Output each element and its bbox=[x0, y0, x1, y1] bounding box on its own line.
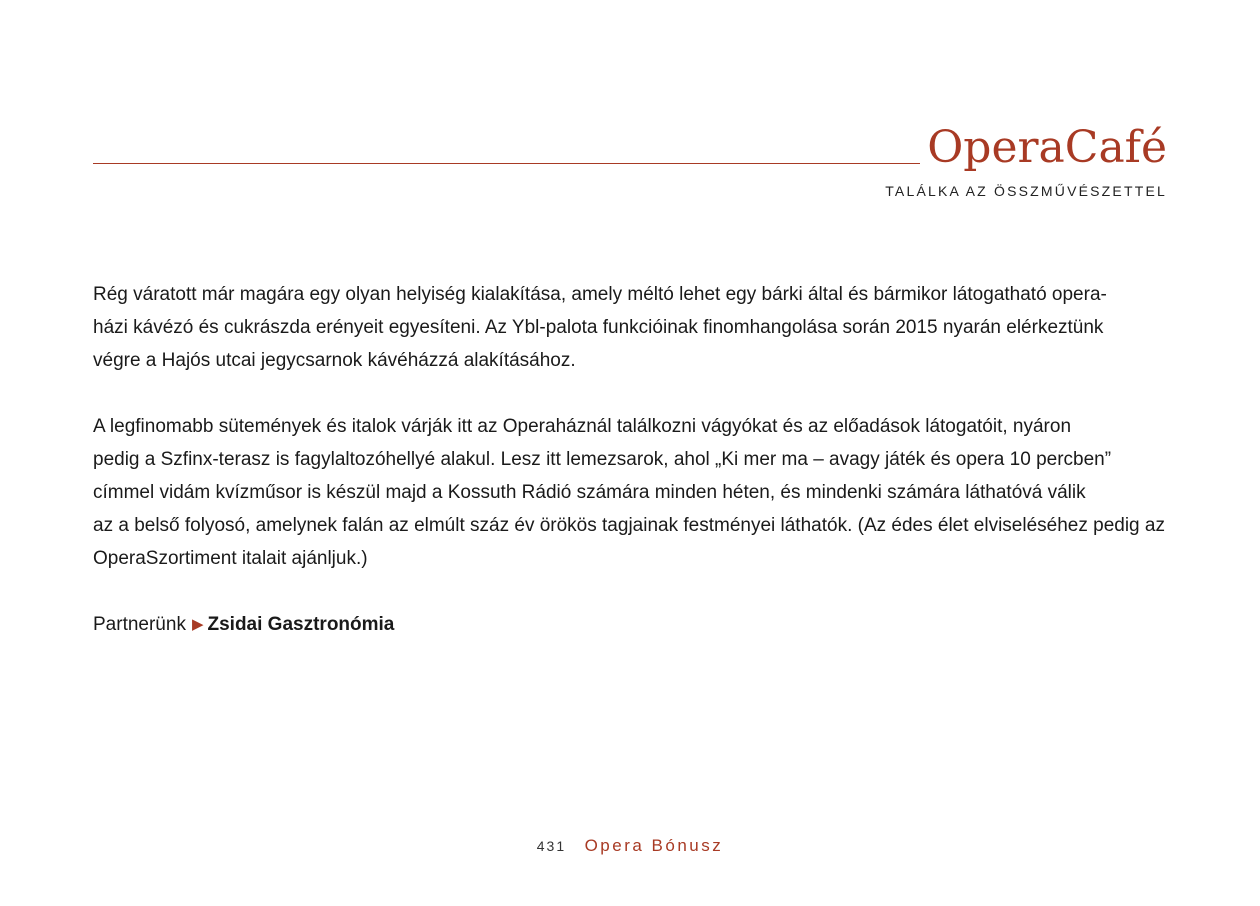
partner-label: Partnerünk bbox=[93, 614, 186, 635]
paragraph-line: pedig a Szfinx-terasz is fagylaltozóhellyé alakul. Lesz itt lemezsarok, ahol „Ki mer ma – avagy játék és opera 10 percben” bbox=[93, 449, 1112, 470]
paragraph-line: az a belső folyosó, amelynek falán az elmúlt száz év örökös tagjainak festményei láthatók. (Az édes élet elviseléséhez pedig az bbox=[93, 515, 1165, 536]
paragraph-2 bbox=[93, 410, 1183, 575]
triangle-right-icon: ▶ bbox=[191, 616, 204, 633]
page-subtitle: TALÁLKA AZ ÖSSZMŰVÉSZETTEL bbox=[885, 183, 1167, 199]
paragraph-gap bbox=[93, 377, 1183, 410]
paragraph-1 bbox=[93, 278, 1183, 377]
paragraph-line: OperaSzortiment italait ajánljuk.) bbox=[93, 548, 368, 569]
page-footer bbox=[0, 836, 1260, 856]
paragraph-line: házi kávézó és cukrászda erényeit egyesíteni. Az Ybl-palota funkcióinak finomhangolása során 2015 nyarán elérkeztünk bbox=[93, 317, 1104, 338]
page-title: OperaCafé bbox=[927, 122, 1167, 173]
body-text bbox=[93, 278, 1183, 642]
paragraph-line: címmel vidám kvízműsor is készül majd a Kossuth Rádió számára minden héten, és mindenki számára láthatóvá válik bbox=[93, 482, 1086, 503]
paragraph-gap bbox=[93, 575, 1183, 608]
paragraph-line: végre a Hajós utcai jegycsarnok kávéházzá alakításához. bbox=[93, 350, 576, 371]
header-rule bbox=[93, 163, 920, 164]
partner-name[interactable]: Zsidai Gasztronómia bbox=[207, 614, 395, 635]
paragraph-line: Rég váratott már magára egy olyan helyiség kialakítása, amely méltó lehet egy bárki által és bármikor látogatható opera- bbox=[93, 284, 1107, 305]
partner-line bbox=[93, 608, 1183, 642]
book-title: Opera Bónusz bbox=[584, 836, 724, 855]
paragraph-line: A legfinomabb sütemények és italok várják itt az Operaháznál találkozni vágyókat és az előadások látogatóit, nyáron bbox=[93, 416, 1072, 437]
page-number: 431 bbox=[536, 838, 567, 854]
